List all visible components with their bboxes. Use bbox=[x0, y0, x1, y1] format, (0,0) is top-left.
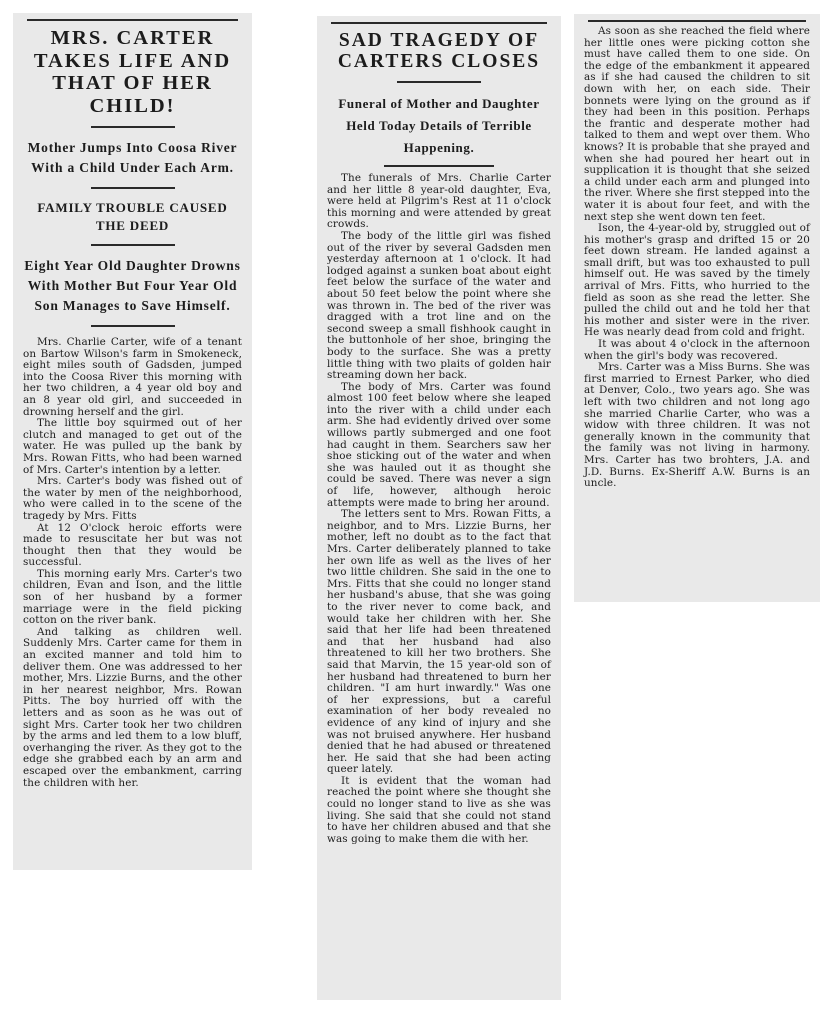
top-rule bbox=[588, 20, 806, 22]
headline-main: SAD TRAGEDY OF CARTERS CLOSES bbox=[337, 30, 541, 72]
divider bbox=[397, 81, 481, 83]
article-column-mrs-carter bbox=[13, 13, 252, 870]
headline-main: MRS. CARTER TAKES LIFE AND THAT OF HER CHILD! bbox=[33, 27, 232, 117]
article-body bbox=[327, 173, 551, 845]
deck-mother-jumps: Mother Jumps Into Coosa River With a Child Under Each Arm. bbox=[27, 140, 238, 175]
paragraph: The body of Mrs. Carter was found almost 100 feet below where she leaped into the river with a child under each arm. She had evidently drived over some willows partly submerged and one foot had caught in them. Searchers saw her shoe sticking out of the water and when she was hauled out it as thought she could be saved. There was never a sign of life, however, although heroic attempts were made to bring her around. bbox=[327, 380, 551, 509]
paragraph: It is evident that the woman had reached the point where she thought she could no longer stand to live as she was living. She said that she could not stand to have her children abused and that she was going to make them die with her. bbox=[327, 774, 551, 845]
paragraph: This morning early Mrs. Carter's two children, Evan and Ison, and the little son of her husband by a former marriage were in the field picking cotton on the river bank. bbox=[23, 567, 242, 627]
article-body bbox=[23, 337, 242, 789]
deck-family-trouble: FAMILY TROUBLE CAUSED THE DEED bbox=[37, 200, 228, 233]
paragraph: It was about 4 o'clock in the afternoon when the girl's body was recovered. bbox=[584, 338, 810, 362]
paragraph: Mrs. Charlie Carter, wife of a tenant on Bartow Wilson's farm in Smokeneck, eight miles south of Gadsden, jumped into the Coosa River this morning with her two children, a 4 year old boy and an 8 year old girl, and succeeded in drowning herself and the girl. bbox=[23, 336, 242, 418]
paragraph: The letters sent to Mrs. Rowan Fitts, a neighbor, and to Mrs. Lizzie Burns, her mother, left no doubt as to the fact that Mrs. Carter deliberately planned to take her own life as well as the lives of her two little children. She said in the one to Mrs. Fitts that she could no longer stand her husband's abuse, that she was going to the river never to come back, and would take her children with her. She said that her life had been threatened and that her husband had also threatened to kill her two brothers. She said that Marvin, the 15 year-old son of her husband had threatened to burn her children. "I am hurt inwardly." Was one of her expressions, but a careful examination of her body revealed no evidence of any kind of injury and she was not bruised anywhere. Her husband denied that he had abused or threatened her. He said that she had been acting queer lately. bbox=[327, 508, 551, 776]
paragraph: Mrs. Carter's body was fished out of the water by men of the neighborhood, who were called in to the scene of the tragedy by Mrs. Fitts bbox=[23, 475, 242, 522]
top-rule bbox=[27, 19, 238, 21]
paragraph: As soon as she reached the field where her little ones were picking cotton she must have called them to one side. On the edge of the embankment it appeared as if she had caused the children to sit down with her, on each side. Their bonnets were lying on the ground as if they had been in this position. Perhaps the frantic and desperate mother had talked to them and wept over them. Who knows? It is probable that she prayed and when she had poured her heart out in supplication it is thought that she seized a child under each arm and plunged into the river. Where she first stepped into the water it is about four feet, and with the next step she went down ten feet. bbox=[584, 25, 810, 223]
article-column-sad-tragedy bbox=[317, 16, 561, 1000]
paragraph: At 12 O'clock heroic efforts were made to resuscitate her but was not thought then that they would be successful. bbox=[23, 521, 242, 569]
paragraph: And talking as children well. Suddenly Mrs. Carter came for them in an excited manner and told him to deliver them. One was addressed to her mother, Mrs. Lizzie Burns, and the other in her nearest neighbor, Mrs. Rowan Pitts. The boy hurried off with the letters and as soon as he was out of sight Mrs. Carter took her two children by the arms and led them to a low bluff, overhanging the river. As they got to the edge she grabbed each by an arm and escaped over the embankment, carring the children with her. bbox=[23, 625, 242, 789]
article-column-continued bbox=[574, 14, 820, 602]
top-rule bbox=[331, 22, 547, 24]
divider bbox=[91, 187, 175, 189]
article-body bbox=[584, 26, 810, 490]
paragraph: The funerals of Mrs. Charlie Carter and her little 8 year-old daughter, Eva, were held at Pilgrim's Rest at 11 o'clock this morning and were attended by great crowds. bbox=[327, 172, 551, 231]
deck-funeral: Funeral of Mother and Daughter Held Today Details of Terrible Happening. bbox=[338, 96, 540, 155]
divider bbox=[91, 325, 175, 327]
paragraph: The little boy squirmed out of her clutch and managed to get out of the water. He was pulled up the bank by Mrs. Rowan Fitts, who had been warned of Mrs. Carter's intention by a letter. bbox=[23, 417, 242, 476]
divider bbox=[384, 165, 494, 167]
paragraph: The body of the little girl was fished out of the river by several Gadsden men yesterday afternoon at 1 o'clock. It had lodged against a sunken boat about eight feet below the surface of the water and about 50 feet below the point where she was thrown in. The bed of the river was dragged with a trot line and on the second sweep a small fishhook caught in the buttonhole of her shoe, bringing the body to the surface. She was a pretty little thing with two plaits of golden hair streaming down her back. bbox=[327, 229, 551, 382]
divider bbox=[91, 126, 175, 128]
deck-eight-year-old: Eight Year Old Daughter Drowns With Mother But Four Year Old Son Manages to Save Himself. bbox=[24, 258, 241, 313]
paragraph: Mrs. Carter was a Miss Burns. She was first married to Ernest Parker, who died at Denver, Colo., two years ago. She was left with two children and not long ago she married Charlie Carter, who was a widow with three children. It was not generally known in the community that the family was not living in harmony. Mrs. Carter has two brohters, J.A. and J.D. Burns. Ex-Sheriff A.W. Burns is an uncle. bbox=[584, 361, 810, 490]
divider bbox=[91, 244, 175, 246]
paragraph: Ison, the 4-year-old by, struggled out of his mother's grasp and drifted 15 or 20 feet down stream. He landed against a small drift, but was too exhausted to pull himself out. He was saved by the timely arrival of Mrs. Fitts, who hurried to the field as soon as she read the letter. She pulled the child out and he told her that his mother and sister were in the river. He was nearly dead from cold and fright. bbox=[584, 222, 810, 339]
